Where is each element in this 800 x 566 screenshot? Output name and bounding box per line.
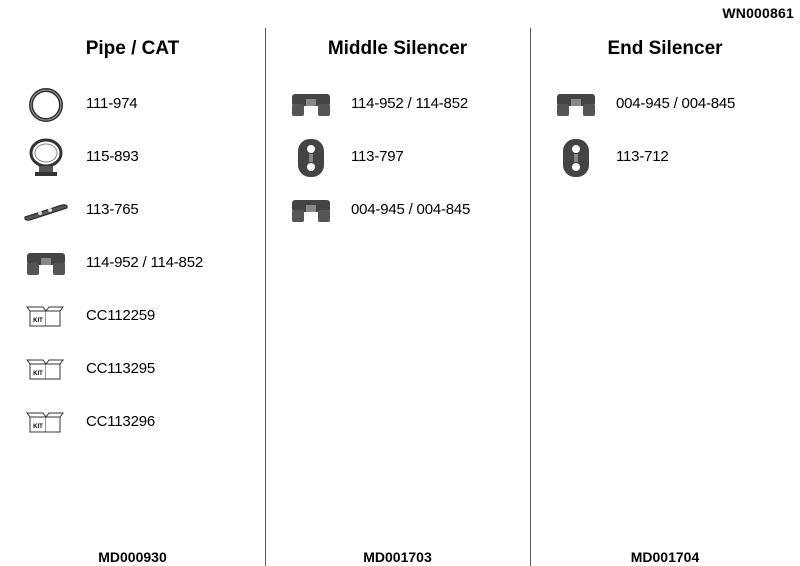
document-code: WN000861: [722, 5, 794, 21]
parts-list: [20, 85, 265, 456]
part-number: 113-712: [616, 148, 669, 165]
column-title: End Silencer: [607, 38, 723, 59]
kit-box-icon: [20, 350, 72, 390]
rubber-mount-icon: [285, 138, 337, 178]
svg-text:KIT: KIT: [33, 318, 43, 324]
part-item: [20, 297, 265, 350]
part-number: 004-945 / 004-845: [616, 95, 736, 112]
svg-text:KIT: KIT: [33, 424, 43, 430]
column-middle-silencer: [265, 0, 530, 566]
part-number: 113-765: [86, 201, 139, 218]
column-footer-code: MD000930: [98, 549, 167, 565]
svg-text:KIT: KIT: [33, 371, 43, 377]
column-end-silencer: [530, 0, 800, 566]
rubber-hanger-icon: [285, 191, 337, 231]
part-number: 114-952 / 114-852: [351, 95, 468, 112]
rubber-hanger-icon: [285, 85, 337, 125]
parts-list: [550, 85, 800, 191]
rubber-hanger-icon: [550, 85, 602, 125]
parts-list: [285, 85, 530, 244]
column-title: Middle Silencer: [327, 38, 468, 59]
part-number: 111-974: [86, 95, 138, 112]
part-number: 004-945 / 004-845: [351, 201, 471, 218]
column-pipe-cat: [0, 0, 265, 566]
part-number: CC112259: [86, 307, 156, 324]
part-item: [20, 350, 265, 403]
part-item: [550, 138, 800, 191]
part-number: 114-952 / 114-852: [86, 254, 203, 271]
part-item: [20, 191, 265, 244]
kit-box-icon: [20, 403, 72, 443]
part-item: [550, 85, 800, 138]
part-item: [20, 85, 265, 138]
part-item: [285, 191, 530, 244]
part-item: [20, 138, 265, 191]
ring-gasket-icon: [20, 85, 72, 125]
column-footer-code: MD001704: [630, 549, 700, 565]
clamp-icon: [20, 138, 72, 178]
part-number: 113-797: [351, 148, 404, 165]
column-footer-code: MD001703: [363, 549, 432, 565]
rubber-mount-icon: [550, 138, 602, 178]
kit-box-icon: [20, 297, 72, 337]
rubber-hanger-icon: [20, 244, 72, 284]
part-item: [285, 138, 530, 191]
part-number: CC113295: [86, 360, 156, 377]
bracket-strip-icon: [20, 191, 72, 231]
part-item: [20, 244, 265, 297]
part-number: 115-893: [86, 148, 139, 165]
part-item: [20, 403, 265, 456]
column-title: Pipe / CAT: [85, 38, 180, 59]
part-item: [285, 85, 530, 138]
part-number: CC113296: [86, 413, 156, 430]
